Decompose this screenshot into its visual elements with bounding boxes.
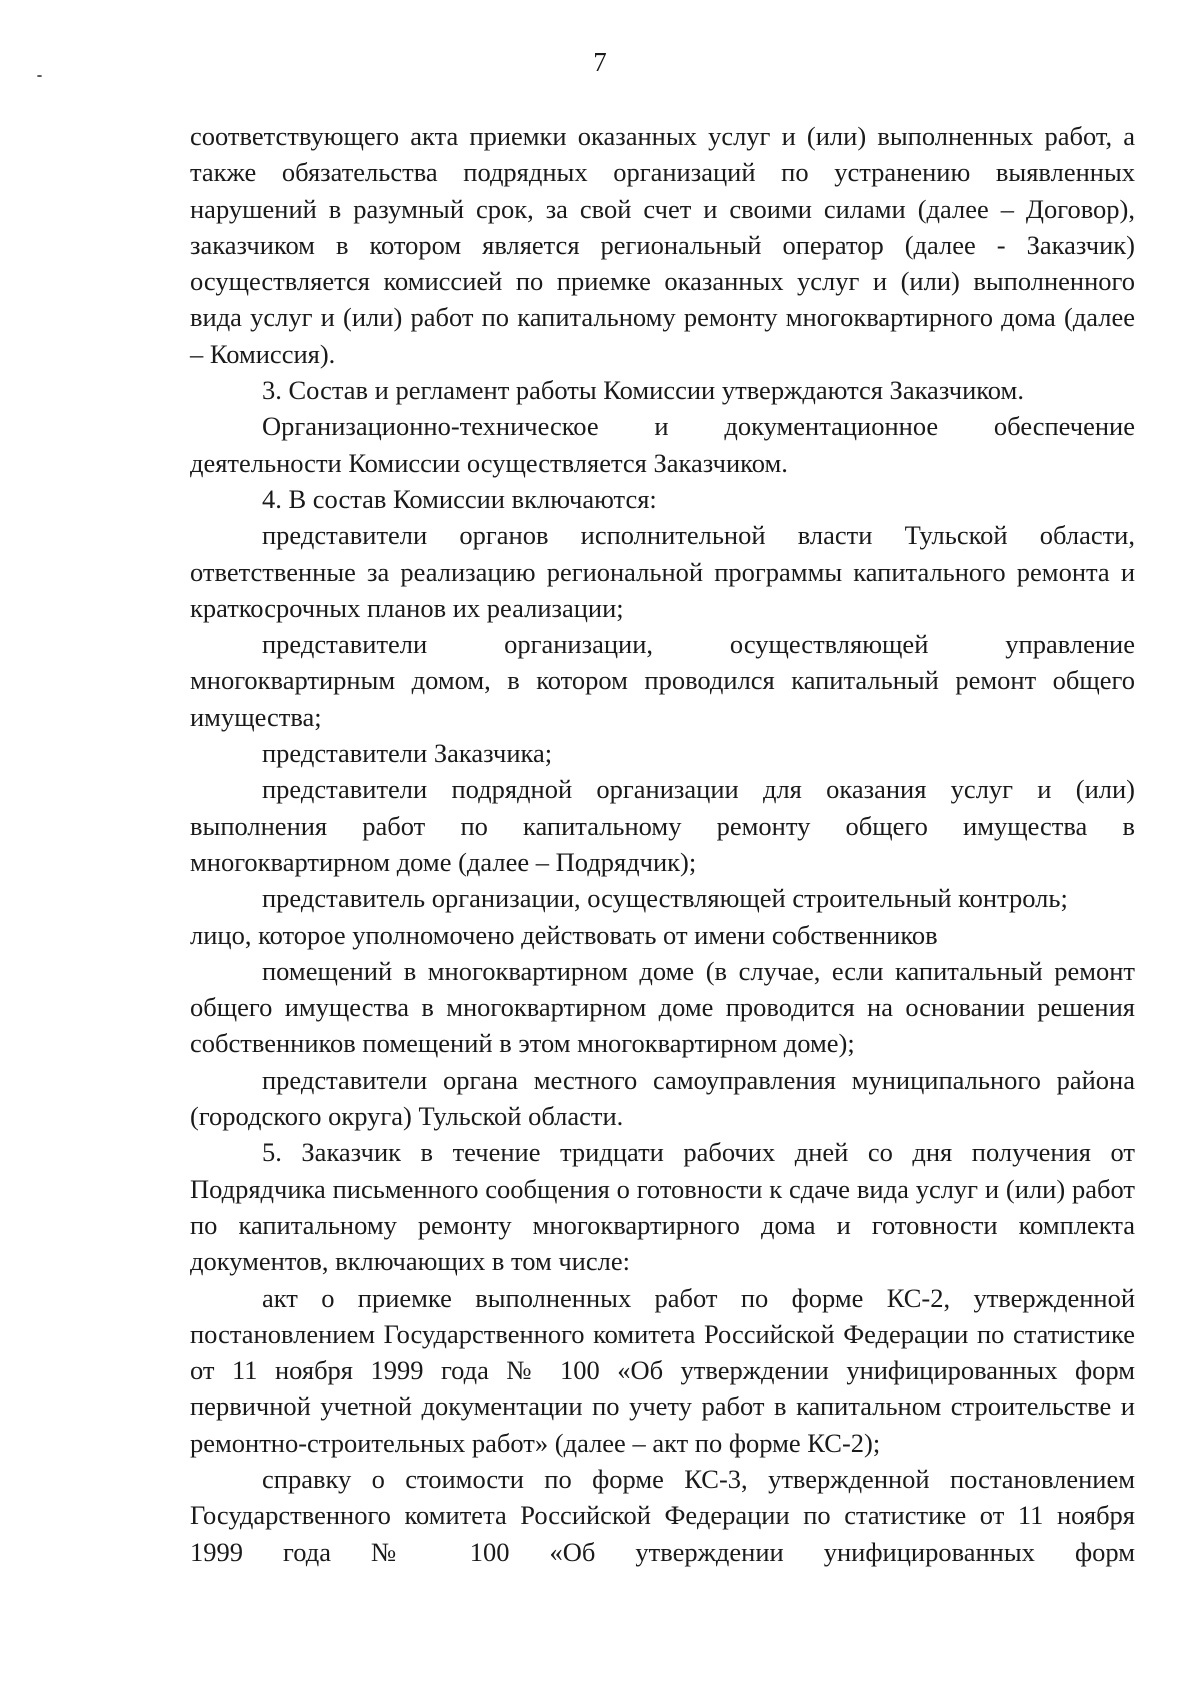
paragraph: представители органа местного самоуправления муниципального района (городского округа) Тульской области.: [190, 1064, 1135, 1132]
paragraph: представитель организации, осуществляющей строительный контроль;: [262, 883, 1068, 914]
page-number: 7: [593, 47, 607, 77]
paragraph: помещений в многоквартирном доме (в случае, если капитальный ремонт общего имущества в многоквартирном доме проводится на основании решения собственников помещений в этом многоквартирном доме);: [190, 955, 1135, 1059]
paragraph: представители Заказчика;: [262, 738, 553, 769]
paragraph: Организационно-техническое и документационное обеспечение деятельности Комиссии осуществляется Заказчиком.: [190, 411, 1135, 478]
document-body: [190, 118, 1135, 1570]
paragraph: 5. Заказчик в течение тридцати рабочих дней со дня получения от Подрядчика письменного сообщения о готовности к сдаче вида услуг и (или) работ по капитальному ремонту многоквартирного дома и готовности комплекта документов, включающих в том числе:: [190, 1137, 1135, 1277]
paragraph: представители подрядной организации для оказания услуг и (или) выполнения работ по капитальному ремонту общего имущества в многоквартирном доме (далее – Подрядчик);: [190, 774, 1135, 877]
paragraph: соответствующего акта приемки оказанных услуг и (или) выполненных работ, а также обязательства подрядных организаций по устранению выявленных нарушений в разумный срок, за свой счет и своими силами (далее – Договор), заказчиком в котором является региональный оператор (далее - Заказчик) осуществляется комиссией по приемке оказанных услуг и (или) выполненного вида услуг и (или) работ по капитальному ремонту многоквартирного дома (далее – Комиссия).: [190, 121, 1135, 369]
paragraph: 4. В состав Комиссии включаются:: [262, 483, 657, 514]
paragraph: акт о приемке выполненных работ по форме КС-2, утвержденной постановлением Государственного комитета Российской Федерации по статистике от 11 ноября 1999 года № 100 «Об утверждении унифицированных форм первичной учетной документации по учету работ в капитальном строительстве и ремонтно-строительных работ» (далее – акт по форме КС-2);: [190, 1282, 1135, 1458]
paragraph: 3. Состав и регламент работы Комиссии утверждаются Заказчиком.: [262, 375, 1024, 406]
paragraph: представители органов исполнительной власти Тульской области, ответственные за реализацию региональной программы капитального ремонта и краткосрочных планов их реализации;: [190, 520, 1135, 623]
paragraph: представители организации, осуществляющей управление многоквартирным домом, в котором проводился капитальный ремонт общего имущества;: [190, 629, 1135, 732]
paragraph: лицо, которое уполномочено действовать от имени собственников: [190, 919, 938, 950]
paragraph: справку о стоимости по форме КС-3, утвержденной постановлением Государственного комитета Российской Федерации по статистике от 11 ноября 1999 года № 100 «Об утверждении унифицированных форм: [190, 1463, 1135, 1567]
scan-speck: [37, 75, 42, 77]
